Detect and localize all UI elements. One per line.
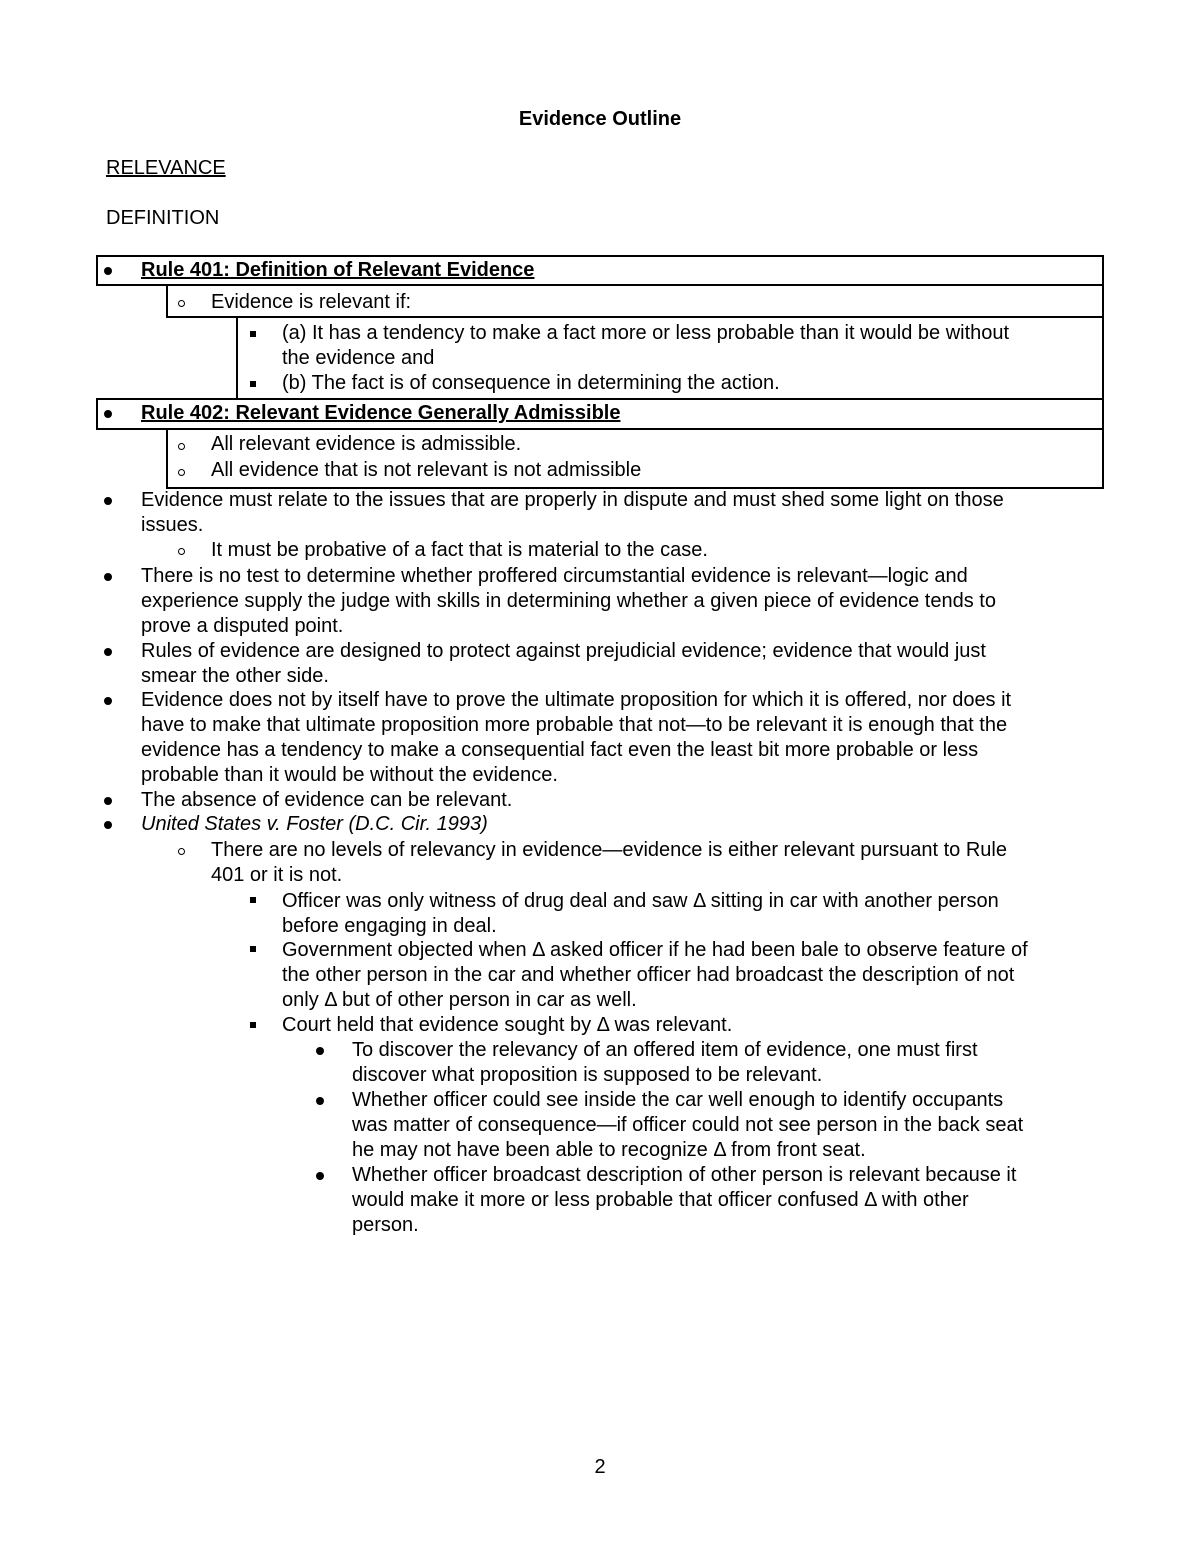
document-title: Evidence Outline [518, 108, 682, 130]
bullet-icon [316, 1097, 324, 1105]
foster-fact-1-line1: Officer was only witness of drug deal and saw Δ sitting in car with another person [282, 890, 999, 912]
foster-fact-2-line1: Government objected when Δ asked officer if he had been bale to observe feature of [282, 939, 1028, 961]
foster-reason-3-line1: Whether officer broadcast description of other person is relevant because it [352, 1164, 1017, 1186]
foster-point-line1: There are no levels of relevancy in evidence—evidence is either relevant pursuant to Rule [211, 839, 1007, 861]
circle-bullet-icon [178, 548, 185, 555]
bullet-icon [104, 573, 112, 581]
square-bullet-icon [250, 1022, 256, 1028]
subsection-heading-definition: DEFINITION [106, 207, 220, 229]
foster-reason-1-line1: To discover the relevancy of an offered item of evidence, one must first [352, 1039, 978, 1061]
square-bullet-icon [250, 946, 256, 952]
bullet-3-line2: smear the other side. [141, 665, 329, 687]
rule401-item-a-line1: (a) It has a tendency to make a fact more or less probable than it would be without [282, 322, 1010, 344]
bullet-icon [316, 1172, 324, 1180]
foster-holding: Court held that evidence sought by Δ was relevant. [282, 1014, 733, 1036]
rule401-heading: Rule 401: Definition of Relevant Evidence [141, 259, 535, 281]
bullet-icon [104, 648, 112, 656]
bullet-4-line3: evidence has a tendency to make a consequential fact even the least bit more probable or less [141, 739, 979, 761]
circle-bullet-icon [178, 443, 185, 450]
bullet-icon [104, 697, 112, 705]
section-heading-relevance: RELEVANCE [106, 157, 226, 179]
bullet-5: The absence of evidence can be relevant. [141, 789, 513, 811]
foster-reason-2-line3: he may not have been able to recognize Δ from front seat. [352, 1139, 866, 1161]
bullet-icon [104, 821, 112, 829]
rule401-sub-item: Evidence is relevant if: [211, 291, 412, 313]
square-bullet-icon [250, 381, 256, 387]
foster-point-line2: 401 or it is not. [211, 864, 343, 886]
foster-reason-1-line2: discover what proposition is supposed to be relevant. [352, 1064, 823, 1086]
page-number: 2 [594, 1456, 606, 1478]
bullet-2-line2: experience supply the judge with skills in determining whether a given piece of evidence tends to [141, 590, 996, 612]
square-bullet-icon [250, 897, 256, 903]
bullet-icon [104, 797, 112, 805]
foster-fact-1-line2: before engaging in deal. [282, 915, 497, 937]
square-bullet-icon [250, 331, 256, 337]
bullet-icon [316, 1047, 324, 1055]
bullet-1-line2: issues. [141, 514, 204, 536]
bullet-2-line3: prove a disputed point. [141, 615, 344, 637]
rule402-heading: Rule 402: Relevant Evidence Generally Admissible [141, 402, 621, 424]
bullet-4-line1: Evidence does not by itself have to prove the ultimate proposition for which it is offered, nor does it [141, 689, 1012, 711]
case-citation: United States v. Foster (D.C. Cir. 1993) [141, 813, 488, 835]
foster-reason-2-line2: was matter of consequence—if officer could not see person in the back seat [352, 1114, 1024, 1136]
bullet-icon [104, 497, 112, 505]
circle-bullet-icon [178, 848, 185, 855]
bullet-icon [104, 267, 112, 275]
foster-reason-3-line2: would make it more or less probable that officer confused Δ with other [352, 1189, 969, 1211]
bullet-1-line1: Evidence must relate to the issues that are properly in dispute and must shed some light on those [141, 489, 1004, 511]
rule401-item-a-line2: the evidence and [282, 347, 435, 369]
rule401-item-b: (b) The fact is of consequence in determining the action. [282, 372, 780, 394]
bullet-3-line1: Rules of evidence are designed to protect against prejudicial evidence; evidence that would just [141, 640, 986, 662]
rule402-item-2: All evidence that is not relevant is not admissible [211, 459, 642, 481]
bullet-4-line4: probable than it would be without the evidence. [141, 764, 558, 786]
rule402-item-1: All relevant evidence is admissible. [211, 433, 522, 455]
foster-fact-2-line3: only Δ but of other person in car as well. [282, 989, 637, 1011]
circle-bullet-icon [178, 469, 185, 476]
bullet-icon [104, 410, 112, 418]
foster-fact-2-line2: the other person in the car and whether officer had broadcast the description of not [282, 964, 1015, 986]
foster-reason-2-line1: Whether officer could see inside the car well enough to identify occupants [352, 1089, 1004, 1111]
foster-reason-3-line3: person. [352, 1214, 419, 1236]
circle-bullet-icon [178, 300, 185, 307]
bullet-2-line1: There is no test to determine whether proffered circumstantial evidence is relevant—logic and [141, 565, 968, 587]
bullet-4-line2: have to make that ultimate proposition more probable that not—to be relevant it is enough that the [141, 714, 1008, 736]
bullet-1-sub-item: It must be probative of a fact that is material to the case. [211, 539, 708, 561]
